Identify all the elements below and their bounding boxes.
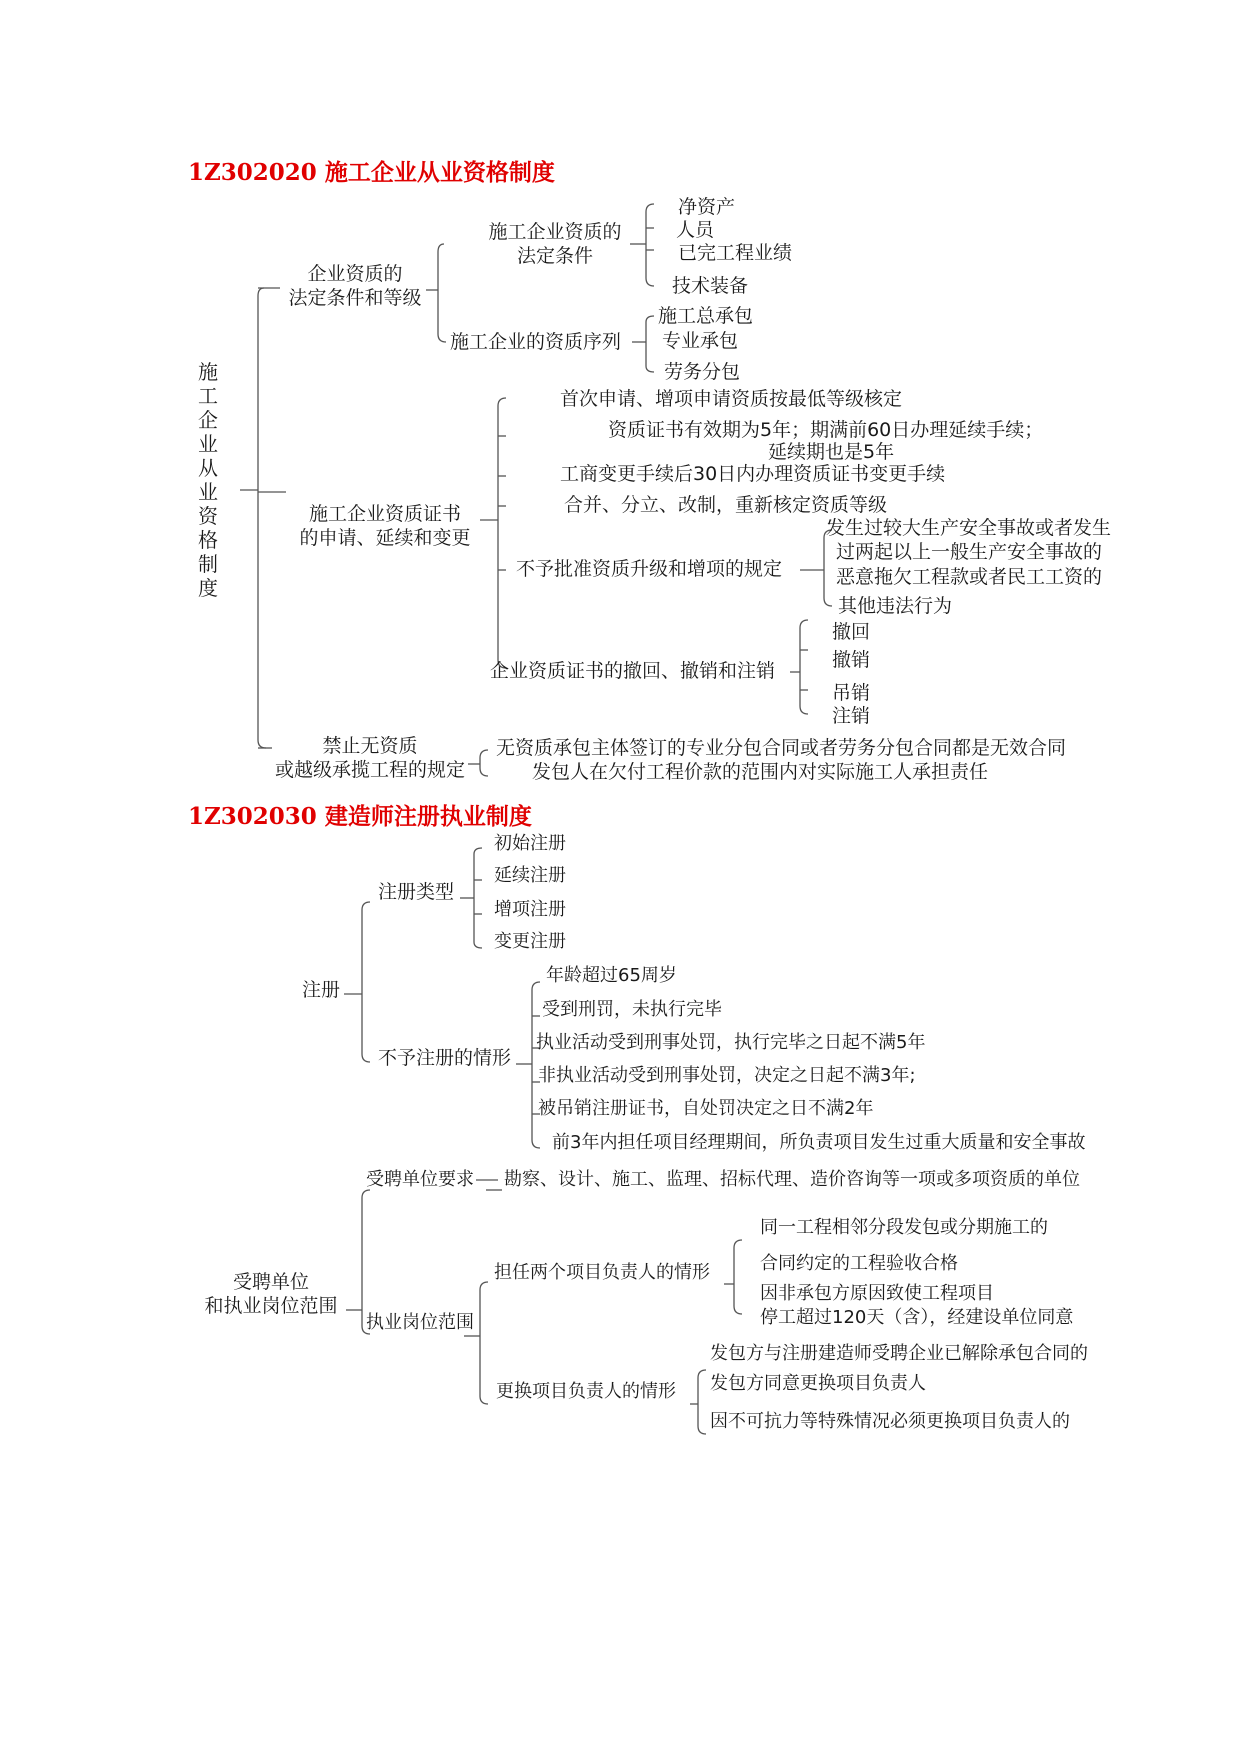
section2-heading: 1Z302030 建造师注册执业制度 xyxy=(188,803,532,830)
sub2-label: 施工企业的资质序列 xyxy=(450,331,622,353)
change-label: 更换项目负责人的情形 xyxy=(496,1381,676,1402)
types-item: 初始注册 xyxy=(494,833,566,854)
root-node: 施工企业从业资格制度 xyxy=(198,360,218,600)
sub1-item: 技术装备 xyxy=(672,275,749,297)
noapprove-label: 不予批准资质升级和增项的规定 xyxy=(516,558,783,580)
two-item: 同一工程相邻分段发包或分期施工的 xyxy=(760,1217,1048,1238)
b2-item: 延续期也是5年 xyxy=(768,441,895,463)
scope-label: 执业岗位范围 xyxy=(366,1312,474,1333)
change-item: 发包方同意更换项目负责人 xyxy=(710,1373,926,1394)
two-item: 合同约定的工程验收合格 xyxy=(760,1253,958,1274)
b2-item: 资质证书有效期为5年；期满前60日办理延续手续； xyxy=(608,419,1044,441)
change-item: 发包方与注册建造师受聘企业已解除承包合同的 xyxy=(710,1343,1088,1364)
revoke-item: 撤回 xyxy=(832,621,871,643)
sub1-item: 已完工程业绩 xyxy=(678,242,793,264)
noapprove-item: 发生过较大生产安全事故或者发生 xyxy=(826,517,1112,539)
sub1-item: 净资产 xyxy=(678,196,736,218)
b3-item: 无资质承包主体签订的专业分包合同或者劳务分包合同都是无效合同 xyxy=(496,737,1067,759)
revoke-item: 注销 xyxy=(832,705,871,727)
noapprove-item: 过两起以上一般生产安全事故的 xyxy=(836,541,1103,563)
b3-label-line2: 或越级承揽工程的规定 xyxy=(274,759,465,781)
two-item: 因非承包方原因致使工程项目 xyxy=(760,1283,994,1304)
sub2-item: 施工总承包 xyxy=(658,305,754,327)
types-item: 变更注册 xyxy=(494,931,566,952)
refuse-item: 执业活动受到刑事处罚，执行完毕之日起不满5年 xyxy=(536,1032,926,1053)
sub2-item: 专业承包 xyxy=(662,330,739,352)
b2-item: 合并、分立、改制，重新核定资质等级 xyxy=(564,494,888,516)
refuse-item: 被吊销注册证书，自处罚决定之日不满2年 xyxy=(538,1098,874,1119)
noapprove-item: 恶意拖欠工程款或者民工工资的 xyxy=(836,566,1103,588)
sub1-item: 人员 xyxy=(676,219,715,241)
req-text: 勘察、设计、施工、监理、招标代理、造价咨询等一项或多项资质的单位 xyxy=(504,1169,1080,1190)
refuse-item: 年龄超过65周岁 xyxy=(546,965,677,986)
employ-label-line2: 和执业岗位范围 xyxy=(204,1295,338,1317)
section1-heading: 1Z302020 施工企业从业资格制度 xyxy=(188,159,555,186)
types-item: 延续注册 xyxy=(494,865,566,886)
b2-item: 首次申请、增项申请资质按最低等级核定 xyxy=(560,388,903,410)
revoke-item: 吊销 xyxy=(832,682,871,704)
noapprove-item: 其他违法行为 xyxy=(838,595,953,617)
sub1-label-line2: 法定条件 xyxy=(516,245,593,267)
refuse-item: 非执业活动受到刑事处罚，决定之日起不满3年; xyxy=(538,1065,916,1086)
refuse-item: 前3年内担任项目经理期间，所负责项目发生过重大质量和安全事故 xyxy=(552,1132,1086,1153)
two-label: 担任两个项目负责人的情形 xyxy=(494,1262,710,1283)
sub1-label-line1: 施工企业资质的 xyxy=(488,221,622,243)
employ-label-line1: 受聘单位 xyxy=(232,1271,309,1293)
refuse-item: 受到刑罚，未执行完毕 xyxy=(542,999,722,1020)
b3-item: 发包人在欠付工程价款的范围内对实际施工人承担责任 xyxy=(532,761,989,783)
b2-item: 工商变更手续后30日内办理资质证书变更手续 xyxy=(560,463,946,485)
types-item: 增项注册 xyxy=(494,899,566,920)
two-item: 停工超过120天（含），经建设单位同意 xyxy=(760,1307,1074,1328)
b2-label-line2: 的申请、延续和变更 xyxy=(299,527,471,549)
b3-label-line1: 禁止无资质 xyxy=(322,735,418,757)
b1-label-line1: 企业资质的 xyxy=(307,263,403,285)
b1-label-line2: 法定条件和等级 xyxy=(288,287,422,309)
sub2-item: 劳务分包 xyxy=(664,361,741,383)
req-label: 受聘单位要求 xyxy=(366,1169,474,1190)
refuse-label: 不予注册的情形 xyxy=(378,1047,512,1069)
revoke-label: 企业资质证书的撤回、撤销和注销 xyxy=(490,660,776,682)
revoke-item: 撤销 xyxy=(832,649,871,671)
reg-label: 注册 xyxy=(302,979,341,1001)
b2-label-line1: 施工企业资质证书 xyxy=(308,503,461,525)
types-label: 注册类型 xyxy=(378,881,455,903)
change-item: 因不可抗力等特殊情况必须更换项目负责人的 xyxy=(710,1411,1070,1432)
